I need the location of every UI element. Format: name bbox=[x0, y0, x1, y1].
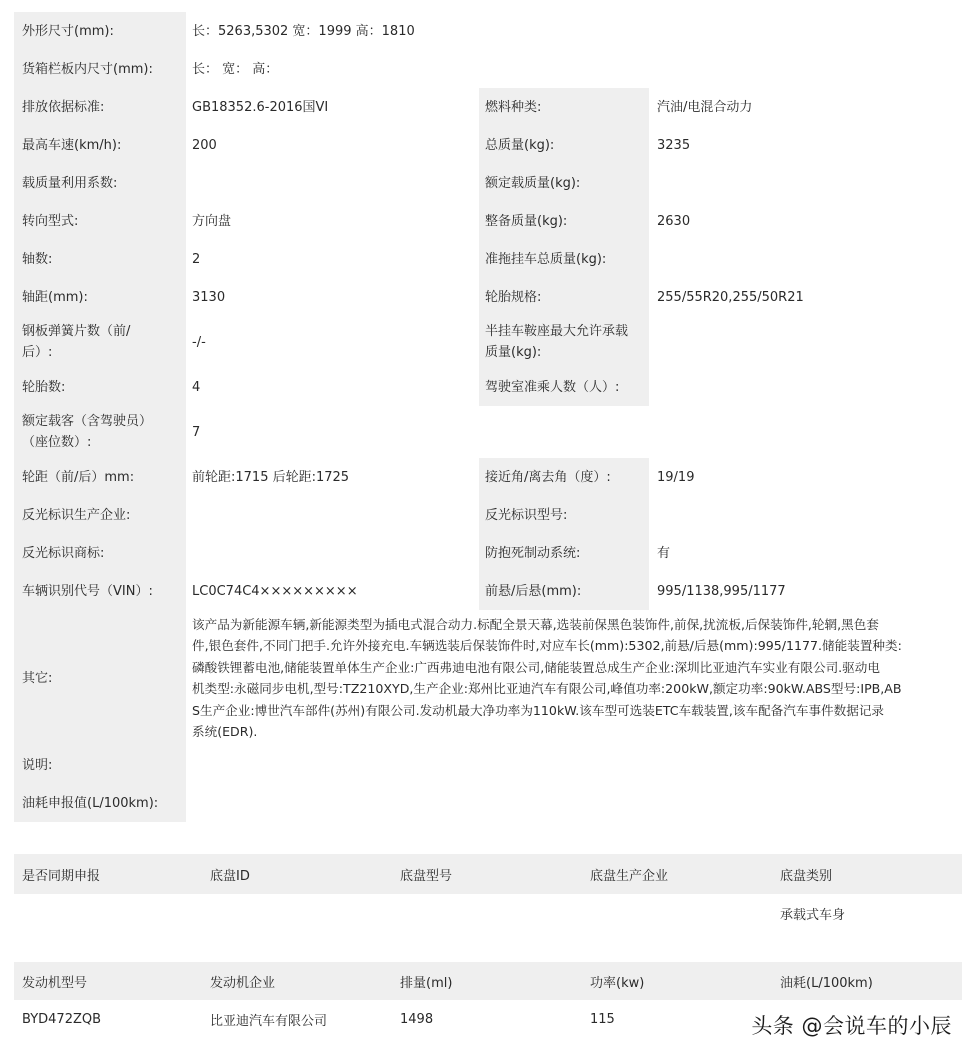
angle-value: 19/19 bbox=[657, 469, 695, 485]
fuel-value: 汽油/电混合动力 bbox=[657, 99, 753, 115]
spec-table bbox=[14, 12, 962, 822]
seats-value: 7 bbox=[192, 424, 201, 440]
spec-row-axles bbox=[14, 240, 962, 278]
other-notes bbox=[186, 614, 962, 743]
spec-row-tires bbox=[14, 368, 962, 406]
track-label: 轮距（前/后）mm: bbox=[14, 458, 186, 496]
cargo-label: 货箱栏板内尺寸(mm): bbox=[14, 50, 186, 88]
cargo-value: 长： 宽： 高： bbox=[192, 61, 279, 77]
other-line: 机类型:永磁同步电机,型号:TZ210XYD,生产企业:郑州比亚迪汽车有限公司,峰值功率:200kW,额定功率:90kW.ABS型号:IPB,AB bbox=[192, 681, 902, 696]
reflect-model-label: 反光标识型号: bbox=[479, 496, 649, 534]
other-line: 件,银色套件,不同门把手.允许外接充电.车辆选装后保装饰件时,对应车长(mm):5302,前悬/后悬(mm):995/1177.储能装置种类: bbox=[192, 638, 902, 653]
chassis-header-cell: 底盘生产企业 bbox=[590, 868, 669, 884]
spec-row-emission bbox=[14, 88, 962, 126]
axles-label: 轴数: bbox=[14, 240, 186, 278]
spring-value: -/- bbox=[192, 334, 206, 350]
spec-row-wheelbase bbox=[14, 278, 962, 316]
spec-row-spring bbox=[14, 316, 962, 368]
seats-label-line1: 额定载客（含驾驶员） bbox=[22, 414, 153, 429]
spec-row-cargo bbox=[14, 50, 962, 88]
engine-header-cell: 排量(ml) bbox=[400, 975, 453, 991]
spring-label-line2: 后）: bbox=[22, 345, 53, 360]
other-line: 磷酸铁锂蓄电池,储能装置单体生产企业:广西弗迪电池有限公司,储能装置总成生产企业:深圳比亚迪汽车实业有限公司.驱动电 bbox=[192, 659, 880, 675]
tire-spec-label: 轮胎规格: bbox=[479, 278, 649, 316]
other-line: S生产企业:博世汽车部件(苏州)有限公司.发动机最大净功率为110kW.该车型可选装ETC车载装置,该车配备汽车事件数据记录 bbox=[192, 702, 885, 718]
spec-row-dims bbox=[14, 12, 962, 50]
emission-value: GB18352.6-2016国VI bbox=[192, 99, 329, 115]
engine-value-cell: 1498 bbox=[400, 1011, 434, 1027]
wheelbase-value: 3130 bbox=[192, 289, 226, 305]
watermark: 头条 @会说车的小辰 bbox=[751, 1014, 952, 1038]
speed-value: 200 bbox=[192, 137, 217, 153]
spec-row-track bbox=[14, 458, 962, 496]
rated-load-label: 额定载质量(kg): bbox=[479, 164, 649, 202]
dims-value: 长：5263,5302 宽：1999 高：1810 bbox=[192, 23, 415, 39]
overhang-value: 995/1138,995/1177 bbox=[657, 583, 786, 599]
spring-label-line1: 钢板弹簧片数（前/ bbox=[22, 324, 131, 339]
other-label: 其它: bbox=[14, 610, 186, 746]
tires-label: 轮胎数: bbox=[14, 368, 186, 406]
reflect-brand-label: 反光标识商标: bbox=[14, 534, 186, 572]
fuel-decl-label: 油耗申报值(L/100km): bbox=[14, 784, 186, 822]
spec-row-vin bbox=[14, 572, 962, 610]
tow-label: 准拖挂车总质量(kg): bbox=[479, 240, 649, 278]
track-value: 前轮距:1715 后轮距:1725 bbox=[192, 469, 350, 485]
abs-value: 有 bbox=[657, 545, 671, 561]
vin-value: LC0C74C4××××××××× bbox=[192, 583, 358, 599]
steer-label: 转向型式: bbox=[14, 202, 186, 240]
curb-value: 2630 bbox=[657, 213, 691, 229]
chassis-header-cell: 底盘型号 bbox=[400, 868, 453, 884]
spec-row-speed bbox=[14, 126, 962, 164]
seats-label-line2: （座位数）: bbox=[22, 435, 92, 450]
load-util-label: 载质量利用系数: bbox=[14, 164, 186, 202]
steer-value: 方向盘 bbox=[192, 213, 232, 229]
gross-label: 总质量(kg): bbox=[479, 126, 649, 164]
spec-row-fuel-decl bbox=[14, 784, 962, 822]
engine-value-cell: BYD472ZQB bbox=[22, 1011, 102, 1027]
angle-label: 接近角/离去角（度）: bbox=[479, 458, 649, 496]
engine-value-cell: 115 bbox=[590, 1011, 615, 1027]
vin-label: 车辆识别代号（VIN）: bbox=[14, 572, 186, 610]
semi-label-line2: 质量(kg): bbox=[485, 345, 542, 360]
spec-row-seats bbox=[14, 406, 962, 458]
spec-row-load bbox=[14, 164, 962, 202]
engine-header-cell: 油耗(L/100km) bbox=[780, 975, 873, 991]
other-line: 系统(EDR). bbox=[192, 724, 258, 739]
engine-value-cell: 比亚迪汽车有限公司 bbox=[210, 1013, 328, 1029]
chassis-header-cell: 是否同期申报 bbox=[22, 868, 101, 884]
wheelbase-label: 轴距(mm): bbox=[14, 278, 186, 316]
engine-header-cell: 发动机型号 bbox=[22, 975, 88, 991]
semi-label-line1: 半挂车鞍座最大允许承载 bbox=[485, 324, 629, 339]
other-line: 该产品为新能源车辆,新能源类型为插电式混合动力.标配全景天幕,选装前保黑色装饰件,前保,扰流板,后保装饰件,轮辋,黑色套 bbox=[192, 616, 879, 632]
tire-spec-value: 255/55R20,255/50R21 bbox=[657, 289, 804, 305]
seats-label bbox=[14, 406, 186, 458]
engine-header-cell: 发动机企业 bbox=[210, 975, 276, 991]
dims-label: 外形尺寸(mm): bbox=[14, 12, 186, 50]
gross-value: 3235 bbox=[657, 137, 691, 153]
axles-value: 2 bbox=[192, 251, 201, 267]
tires-value: 4 bbox=[192, 379, 201, 395]
chassis-header-cell: 底盘ID bbox=[210, 868, 250, 884]
reflect-maker-label: 反光标识生产企业: bbox=[14, 496, 186, 534]
cab-label: 驾驶室准乘人数（人）: bbox=[479, 368, 649, 406]
spec-row-note bbox=[14, 746, 962, 784]
spec-row-other bbox=[14, 610, 962, 746]
chassis-value-cell: 承载式车身 bbox=[780, 907, 846, 923]
semi-label bbox=[479, 316, 649, 368]
emission-label: 排放依据标准: bbox=[14, 88, 186, 126]
speed-label: 最高车速(km/h): bbox=[14, 126, 186, 164]
engine-header-row bbox=[14, 962, 962, 1000]
spring-label bbox=[14, 316, 186, 368]
engine-header-cell: 功率(kw) bbox=[590, 975, 645, 991]
overhang-label: 前悬/后悬(mm): bbox=[479, 572, 649, 610]
spec-row-reflect-brand bbox=[14, 534, 962, 572]
chassis-header-row bbox=[14, 854, 962, 894]
chassis-value-row bbox=[14, 894, 962, 932]
spec-row-steer bbox=[14, 202, 962, 240]
chassis-header-cell: 底盘类别 bbox=[780, 868, 833, 884]
note-label: 说明: bbox=[14, 746, 186, 784]
spec-row-reflect-maker bbox=[14, 496, 962, 534]
abs-label: 防抱死制动系统: bbox=[479, 534, 649, 572]
curb-label: 整备质量(kg): bbox=[479, 202, 649, 240]
fuel-label: 燃料种类: bbox=[479, 88, 649, 126]
